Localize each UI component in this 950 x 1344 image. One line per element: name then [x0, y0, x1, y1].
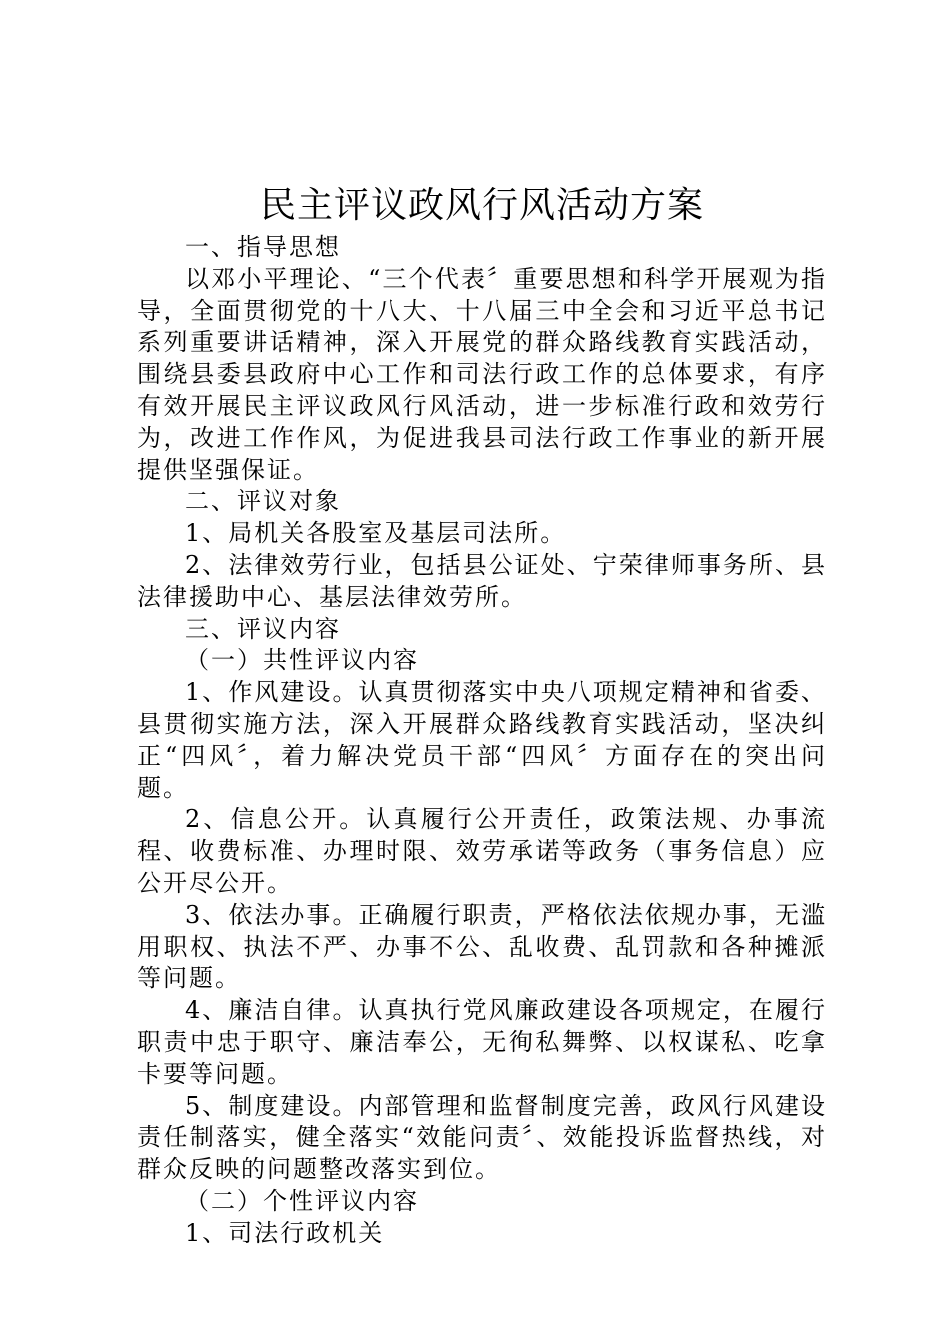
paragraph-target-1: 1、局机关各股室及基层司法所。 [185, 519, 567, 548]
paragraph-common-item-4: 4、廉洁自律。认真执行党风廉政建设各项规定，在履行职责中忠于职守、廉洁奉公，无徇私舞弊、以权谋私、吃拿卡要等问题。 [137, 996, 827, 1088]
paragraph-common-item-3: 3、依法办事。正确履行职责，严格依法依规办事，无滥用职权、执法不严、办事不公、乱收费、乱罚款和各种摊派等问题。 [137, 900, 827, 993]
section-heading-guiding-ideology: 一、指导思想 [185, 233, 341, 261]
document-page [137, 182, 827, 1250]
subheading-individual-content: （二）个性评议内容 [185, 1186, 419, 1215]
subheading-common-content: （一）共性评议内容 [185, 646, 419, 675]
document-title: 民主评议政风行风活动方案 [259, 185, 704, 226]
paragraph-target-2: 2、法律效劳行业，包括县公证处、宁荣律师事务所、县法律援助中心、基层法律效劳所。 [137, 550, 827, 611]
paragraph-common-item-5: 5、制度建设。内部管理和监督制度完善，政风行风建设责任制落实，健全落实“效能问责〞、效能投诉监督热线，对群众反映的问题整改落实到位。 [137, 1091, 827, 1184]
paragraph-common-item-1: 1、作风建设。认真贯彻落实中央八项规定精神和省委、县贯彻实施方法，深入开展群众路线教育实践活动，坚决纠正“四风〞，着力解决党员干部“四风〞方面存在的突出问题。 [137, 678, 827, 802]
section-heading-evaluation-targets: 二、评议对象 [185, 487, 341, 516]
paragraph-individual-item-1: 1、司法行政机关 [185, 1218, 385, 1247]
paragraph-common-item-2: 2、信息公开。认真履行公开责任，政策法规、办事流程、收费标准、办理时限、效劳承诺等政务（事务信息）应公开尽公开。 [137, 805, 827, 897]
paragraph-guiding-ideology: 以邓小平理论、“三个代表〞重要思想和科学开展观为指导，全面贯彻党的十八大、十八届三中全会和习近平总书记系列重要讲话精神，深入开展党的群众路线教育实践活动，围绕县委县政府中心工作和司法行政工作的总体要求，有序有效开展民主评议政风行风活动，进一步标准行政和效劳行为，改进工作作风，为促进我县司法行政工作事业的新开展提供坚强保证。 [137, 264, 827, 484]
section-heading-evaluation-content: 三、评议内容 [185, 614, 341, 643]
